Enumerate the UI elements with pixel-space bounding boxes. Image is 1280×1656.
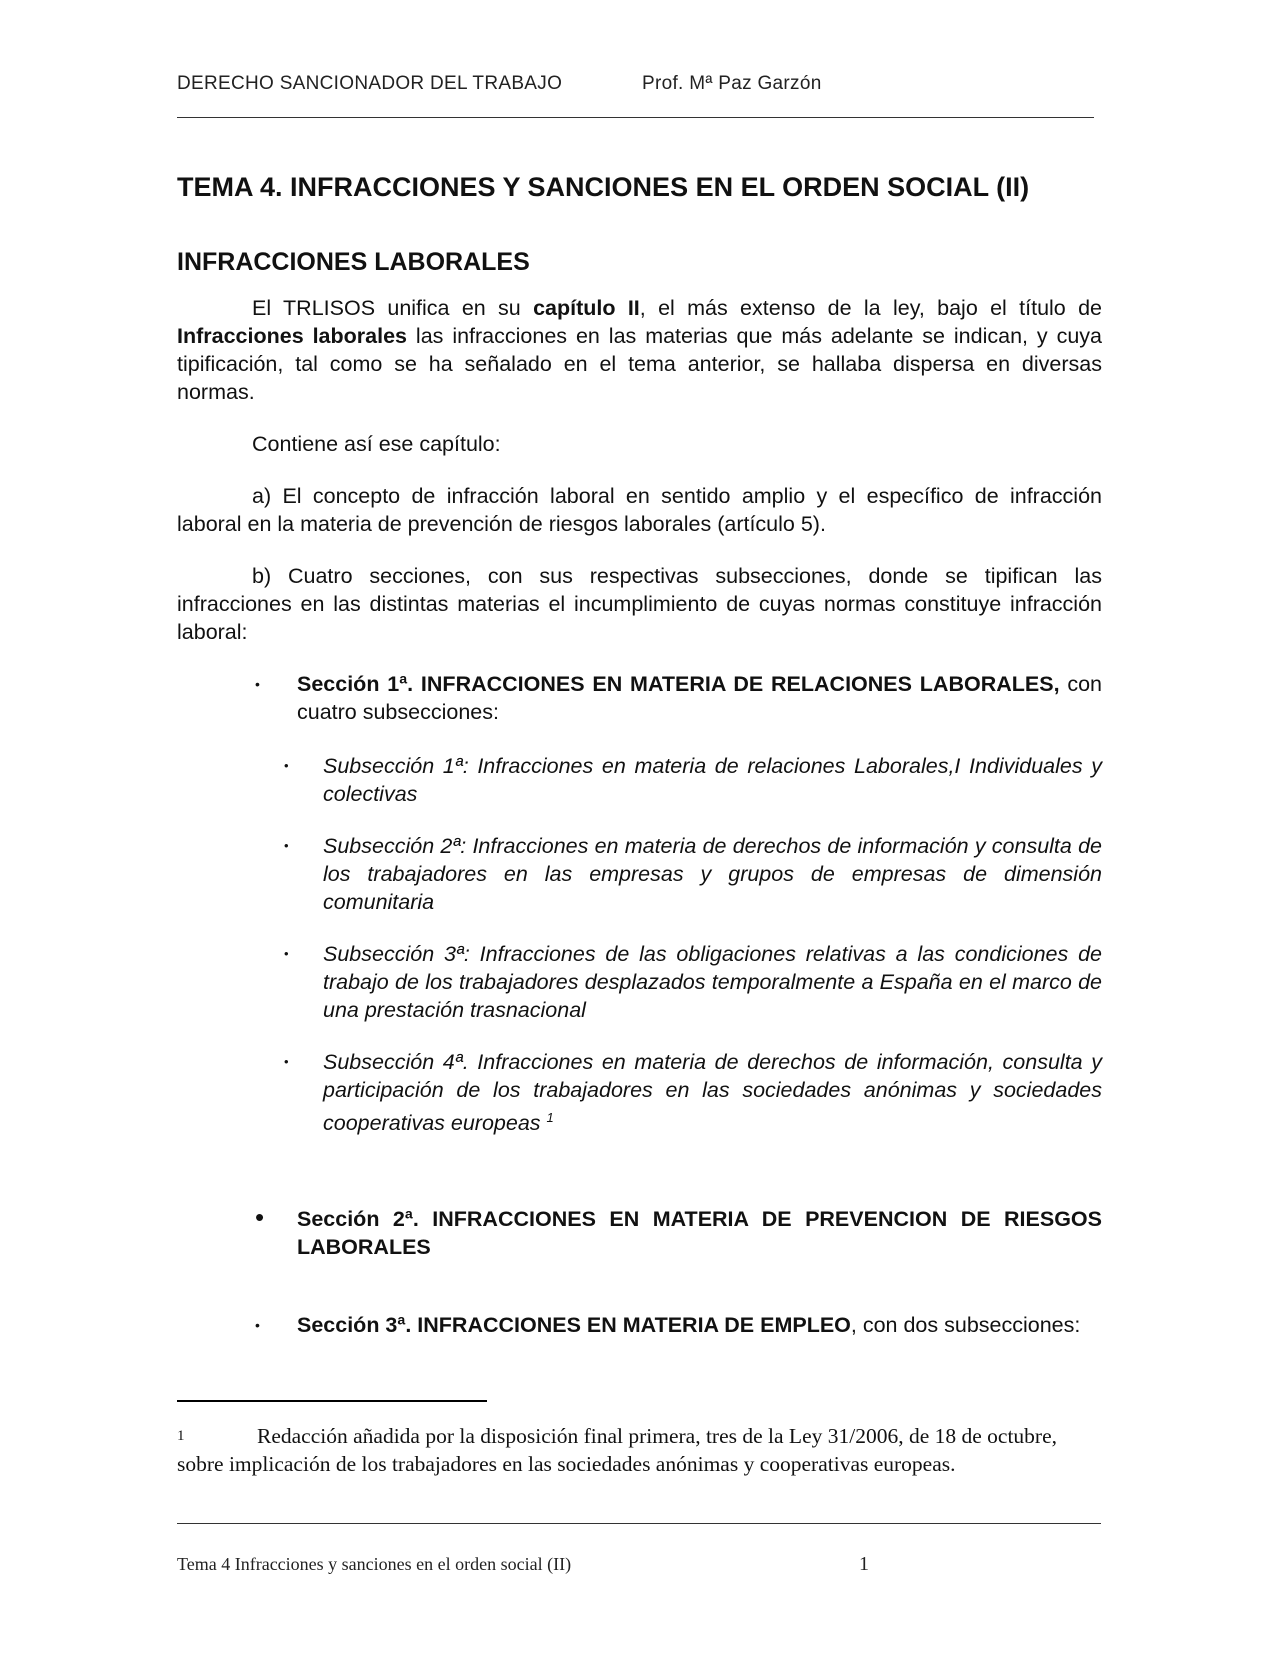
footnote-reference[interactable]: 1: [546, 1110, 554, 1125]
item-b-paragraph: b) Cuatro secciones, con sus respectivas subsecciones, donde se tipifican las infracciones en las distintas materias el incumplimiento de cuyas normas constituye infracción laboral:: [177, 564, 1102, 644]
footnote-text: Redacción añadida por la disposición final primera, tres de la Ley 31/2006, de 18 de octubre, sobre implicación de los trabajadores en las sociedades anónimas y cooperativas europeas.: [177, 1424, 1058, 1476]
sections-list: [177, 670, 1102, 1339]
subsection-item: [177, 752, 1102, 808]
intro-text-3: las infracciones en las materias que más adelante se indican, y cuya tipificación, tal como se ha señalado en el tema anterior, se hallaba dispersa en diversas normas.: [177, 324, 1103, 404]
subsection-text: Subsección 3ª: Infracciones de las obligaciones relativas a las condiciones de trabajo de los trabajadores desplazados temporalmente a España en el marco de una prestación trasnacional: [323, 942, 1102, 1022]
intro-text-1: El TRLISOS unifica en su: [252, 296, 534, 320]
intro-bold-title: Infracciones laborales: [177, 324, 407, 348]
section-1-title: Sección 1ª. INFRACCIONES EN MATERIA DE RELACIONES LABORALES,: [297, 672, 1060, 696]
bullet-icon: •: [284, 946, 289, 961]
main-content: [177, 170, 1102, 1339]
section-2-item: [177, 1202, 1102, 1261]
item-a-paragraph: a) El concepto de infracción laboral en sentido amplio y el específico de infracción laboral en la materia de prevención de riesgos laborales (artículo 5).: [177, 484, 1102, 536]
bullet-icon: •: [255, 676, 260, 692]
section-1-rest: con cuatro subsecciones:: [297, 672, 1103, 724]
page-number: 1: [859, 1553, 869, 1575]
intro-paragraph: [177, 294, 1102, 406]
bullet-icon: •: [284, 1054, 289, 1069]
footnote: [177, 1422, 1077, 1478]
footnote-number: 1: [177, 1428, 185, 1444]
footer-rule: [177, 1523, 1101, 1524]
subsection-item: [177, 940, 1102, 1024]
footnote-separator: [177, 1400, 487, 1402]
header-professor: Prof. Mª Paz Garzón: [642, 73, 822, 94]
section-heading: INFRACCIONES LABORALES: [177, 248, 530, 276]
bullet-icon: •: [255, 1317, 260, 1334]
subsections-list: [177, 752, 1102, 1137]
subsections-group: [177, 752, 1102, 1137]
section-3-title: Sección 3ª. INFRACCIONES EN MATERIA DE EMPLEO: [297, 1313, 851, 1338]
section-3-rest: , con dos subsecciones:: [850, 1313, 1081, 1338]
subsection-item: [177, 1048, 1102, 1137]
intro-bold-chapter: capítulo II: [533, 296, 640, 320]
intro-text-2: , el más extenso de la ley, bajo el título de: [639, 296, 1102, 320]
bullet-icon: •: [255, 1202, 265, 1233]
section-2-title: Sección 2ª. INFRACCIONES EN MATERIA DE PREVENCION DE RIESGOS LABORALES: [297, 1207, 1102, 1260]
subsection-text: Subsección 1ª: Infracciones en materia de relaciones Laborales,I Individuales y colectivas: [323, 754, 1102, 806]
bullet-icon: •: [284, 838, 289, 853]
subsection-text: Subsección 2ª: Infracciones en materia de derechos de información y consulta de los trabajadores en las empresas y grupos de empresas de dimensión comunitaria: [323, 834, 1102, 914]
subsection-item: [177, 832, 1102, 916]
contains-paragraph: Contiene así ese capítulo:: [252, 432, 501, 456]
header-course: DERECHO SANCIONADOR DEL TRABAJO: [177, 73, 563, 94]
page-header: [177, 73, 822, 95]
header-rule: [177, 117, 1094, 118]
section-3-item: [177, 1311, 1102, 1339]
page-footer: [177, 1553, 869, 1575]
subsection-text: Subsección 4ª. Infracciones en materia de derechos de información, consulta y participación de los trabajadores en las sociedades anónimas y sociedades cooperativas europeas: [323, 1050, 1102, 1136]
footer-title: Tema 4 Infracciones y sanciones en el orden social (II): [177, 1554, 572, 1574]
section-1-item: [177, 670, 1102, 726]
document-title: TEMA 4. INFRACCIONES Y SANCIONES EN EL ORDEN SOCIAL (II): [177, 172, 1030, 202]
bullet-icon: •: [284, 758, 289, 773]
